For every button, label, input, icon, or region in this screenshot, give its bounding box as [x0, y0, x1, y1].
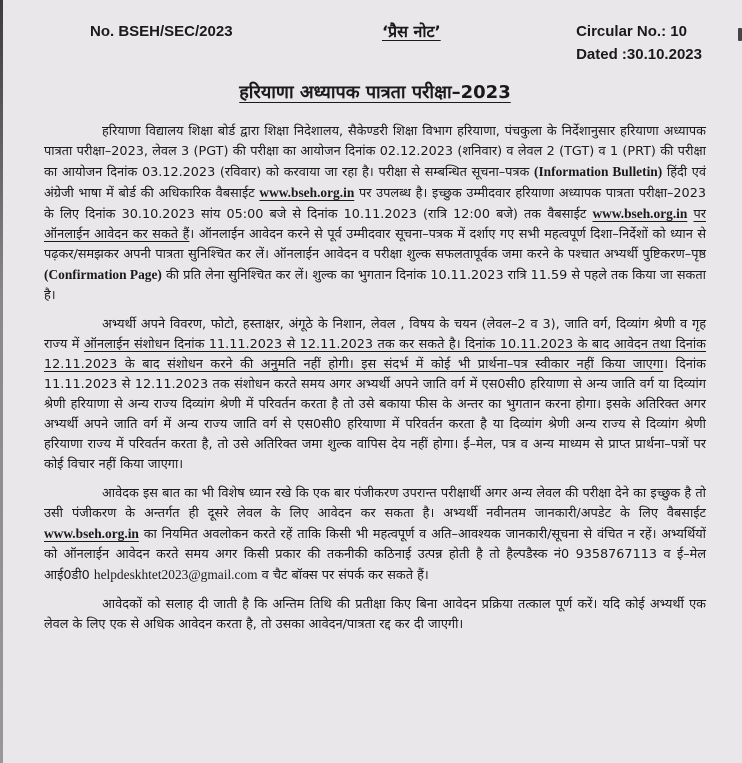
text-segment: । दिनांक 11.11.2023 से 12.11.2023 तक संशोधन करते समय अगर अभ्यर्थी अपने जाति वर्ग में एस0सी0 हरियाणा से अन्य जाति वर्ग या दिव्यांग श्रेणी हरियाणा से अन्य राज्य दिव्यांग श्रेणी में परिवर्तन करता है तो उसे बकाया फीस के अन्तर का भुगतान करना होगा। इसके अतिरिक्त अगर अभ्यर्थी अपने जाति वर्ग में अन्य राज्य जाति वर्ग से एस0सी0 हरियाणा में परिवर्तन करता है या दिव्यांग श्रेणी अन्य राज्य से दिव्यांग श्रेणी हरियाणा राज्य में परिवर्तन करता है, तो उसे अतिरिक्त जमा शुल्क वापिस देय नहीं होगा। ई–मेल, पत्र व अन्य माध्यम से प्राप्त प्रार्थना–पत्रों पर कोई विचार नहीं किया जाएगा।: [44, 357, 706, 472]
text-segment: पर ऑनलाईन आवेदन कर सकते हैं: [44, 207, 706, 242]
confirmation-page-label: (Confirmation Page): [44, 267, 162, 282]
page-title: हरियाणा अध्यापक पात्रता परीक्षा–2023: [239, 82, 511, 103]
text-segment: ऑनलाईन संशोधन दिनांक 11.11.2023 से 12.11.2023 तक कर सकते है। दिनांक 10.11.2023 के बाद आवेदन तथा दिनांक 12.11.2023 के बाद संशोधन करने की अनुमति नहीं होगी। इस संदर्भ में कोई भी प्रार्थना–पत्र स्वीकार नहीं किया जाएगा: [44, 337, 706, 372]
paragraph-registration-helpdesk: [44, 484, 706, 586]
circular-number: Circular No.: 10: [576, 23, 687, 40]
text-segment: आवेदकों को सलाह दी जाती है कि अन्तिम तिथि की प्रतीक्षा किए बिना आवेदन प्रक्रिया तत्काल पूर्ण करें। यदि कोई अभ्यर्थी एक लेवल के लिए एक से अधिक आवेदन करता है, तो उसका आवेदन/पात्रता रद्द कर दी जाएगी।: [44, 597, 706, 632]
paragraph-final-advice: [44, 595, 706, 635]
text-segment: की प्रति लेना सुनिश्चित कर लें। शुल्क का भुगतान दिनांक 10.11.2023 रात्रि 11.59 से पहले तक किया जा सकता है।: [44, 268, 706, 303]
helpdesk-email-text: helpdeskhtet2023@gmail.com: [93, 567, 258, 582]
text-segment: आवेदक इस बात का भी विशेष ध्यान रखे कि एक बार पंजीकरण उपरान्त परीक्षार्थी अगर अन्य लेवल की परीक्षा देने का इच्छुक है तो उसी पंजीकरण के अन्तर्गत ही दूसरे लेवल के लिए आवेदन कर सकता है। अभ्यर्थी नवीनतम जानकारी/अपडेट के लिए वैबसाईट: [44, 486, 706, 521]
text-segment: पर उपलब्ध है। इच्छुक उम्मीदवार हरियाणा अध्यापक पात्रता परीक्षा–2023 के लिए दिनांक 30.10.2023 सांय 05:00 बजे से दिनांक 10.11.2023 (रात्रि 12:00 बजे) तक वैबसाईट: [44, 186, 706, 222]
paragraph-correction-window: [44, 315, 706, 475]
dated-label: Dated :30.10.2023: [576, 45, 702, 63]
website-url-text: www.bseh.org.in: [592, 206, 688, 221]
text-segment: हिंदी एवं अंग्रेजी भाषा में बोर्ड की अधिकारिक वैबसाईट: [44, 165, 706, 201]
document-body: [44, 122, 706, 635]
scan-left-edge-shadow: [0, 0, 3, 763]
paragraph-exam-schedule: [44, 122, 706, 306]
text-segment: अभ्यर्थी अपने विवरण, फोटो, हस्ताक्षर, अंगूठे के निशान, लेवल , विषय के चयन (लेवल–2 व 3), जाति वर्ग, दिव्यांग श्रेणी व गृह राज्य में: [44, 317, 706, 352]
header-right-block: [576, 22, 702, 64]
text-segment: का नियमित अवलोकन करते रहें ताकि किसी भी महत्वपूर्ण व अति–आवश्यक जानकारी/सूचना से वंचित न रहें। अभ्यर्थियों को ऑनलाईन आवेदन करते समय अगर किसी प्रकार की तकनीकी कठिनाई उत्पन्न होती है तो हैल्पडैस्क नं0 9358767113 व ई–मेल आई0डी0: [44, 527, 706, 583]
text-segment: व चैट बॉक्स पर संपर्क कर सकते हैं।: [257, 568, 429, 583]
press-note-label: ‘प्रैस नोट’: [381, 22, 441, 41]
text-segment: हरियाणा विद्यालय शिक्षा बोर्ड द्वारा शिक्षा निदेशालय, सैकेण्डरी शिक्षा विभाग हरियाणा, पंचकुला के निर्देशानुसार हरियाणा अध्यापक पात्रता परीक्षा–2023, लेवल 3 (PGT) की परीक्षा का आयोजन दिनांक 02.12.2023 (शनिवार) व लेवल 2 (TGT) व 1 (PRT) की परीक्षा का आयोजन दिनांक 03.12.2023 (रविवार) को करवाया जा रहा है। परीक्षा से सम्बन्धित सूचना–पत्रक: [44, 124, 706, 180]
website-url-text: www.bseh.org.in: [259, 185, 355, 200]
reference-number: No. BSEH/SEC/2023: [90, 23, 233, 40]
document-header: [44, 22, 706, 64]
scan-corner-mark: [738, 28, 742, 41]
text-segment: । ऑनलाईन आवेदन करने से पूर्व उम्मीदवार सूचना–पत्रक में दर्शाए गए सभी महत्वपूर्ण दिशा–निर्देशों को ध्यान से पढ़कर/समझकर अपनी पात्रता सुनिश्चित कर लें। ऑनलाईन आवेदन व परीक्षा शुल्क सफलतापूर्वक जमा करने के पश्चात अभ्यर्थी पुष्टिकरण–पृष्ठ: [44, 227, 707, 262]
website-url-text: www.bseh.org.in: [44, 526, 139, 541]
information-bulletin-label: (Information Bulletin): [534, 164, 663, 179]
